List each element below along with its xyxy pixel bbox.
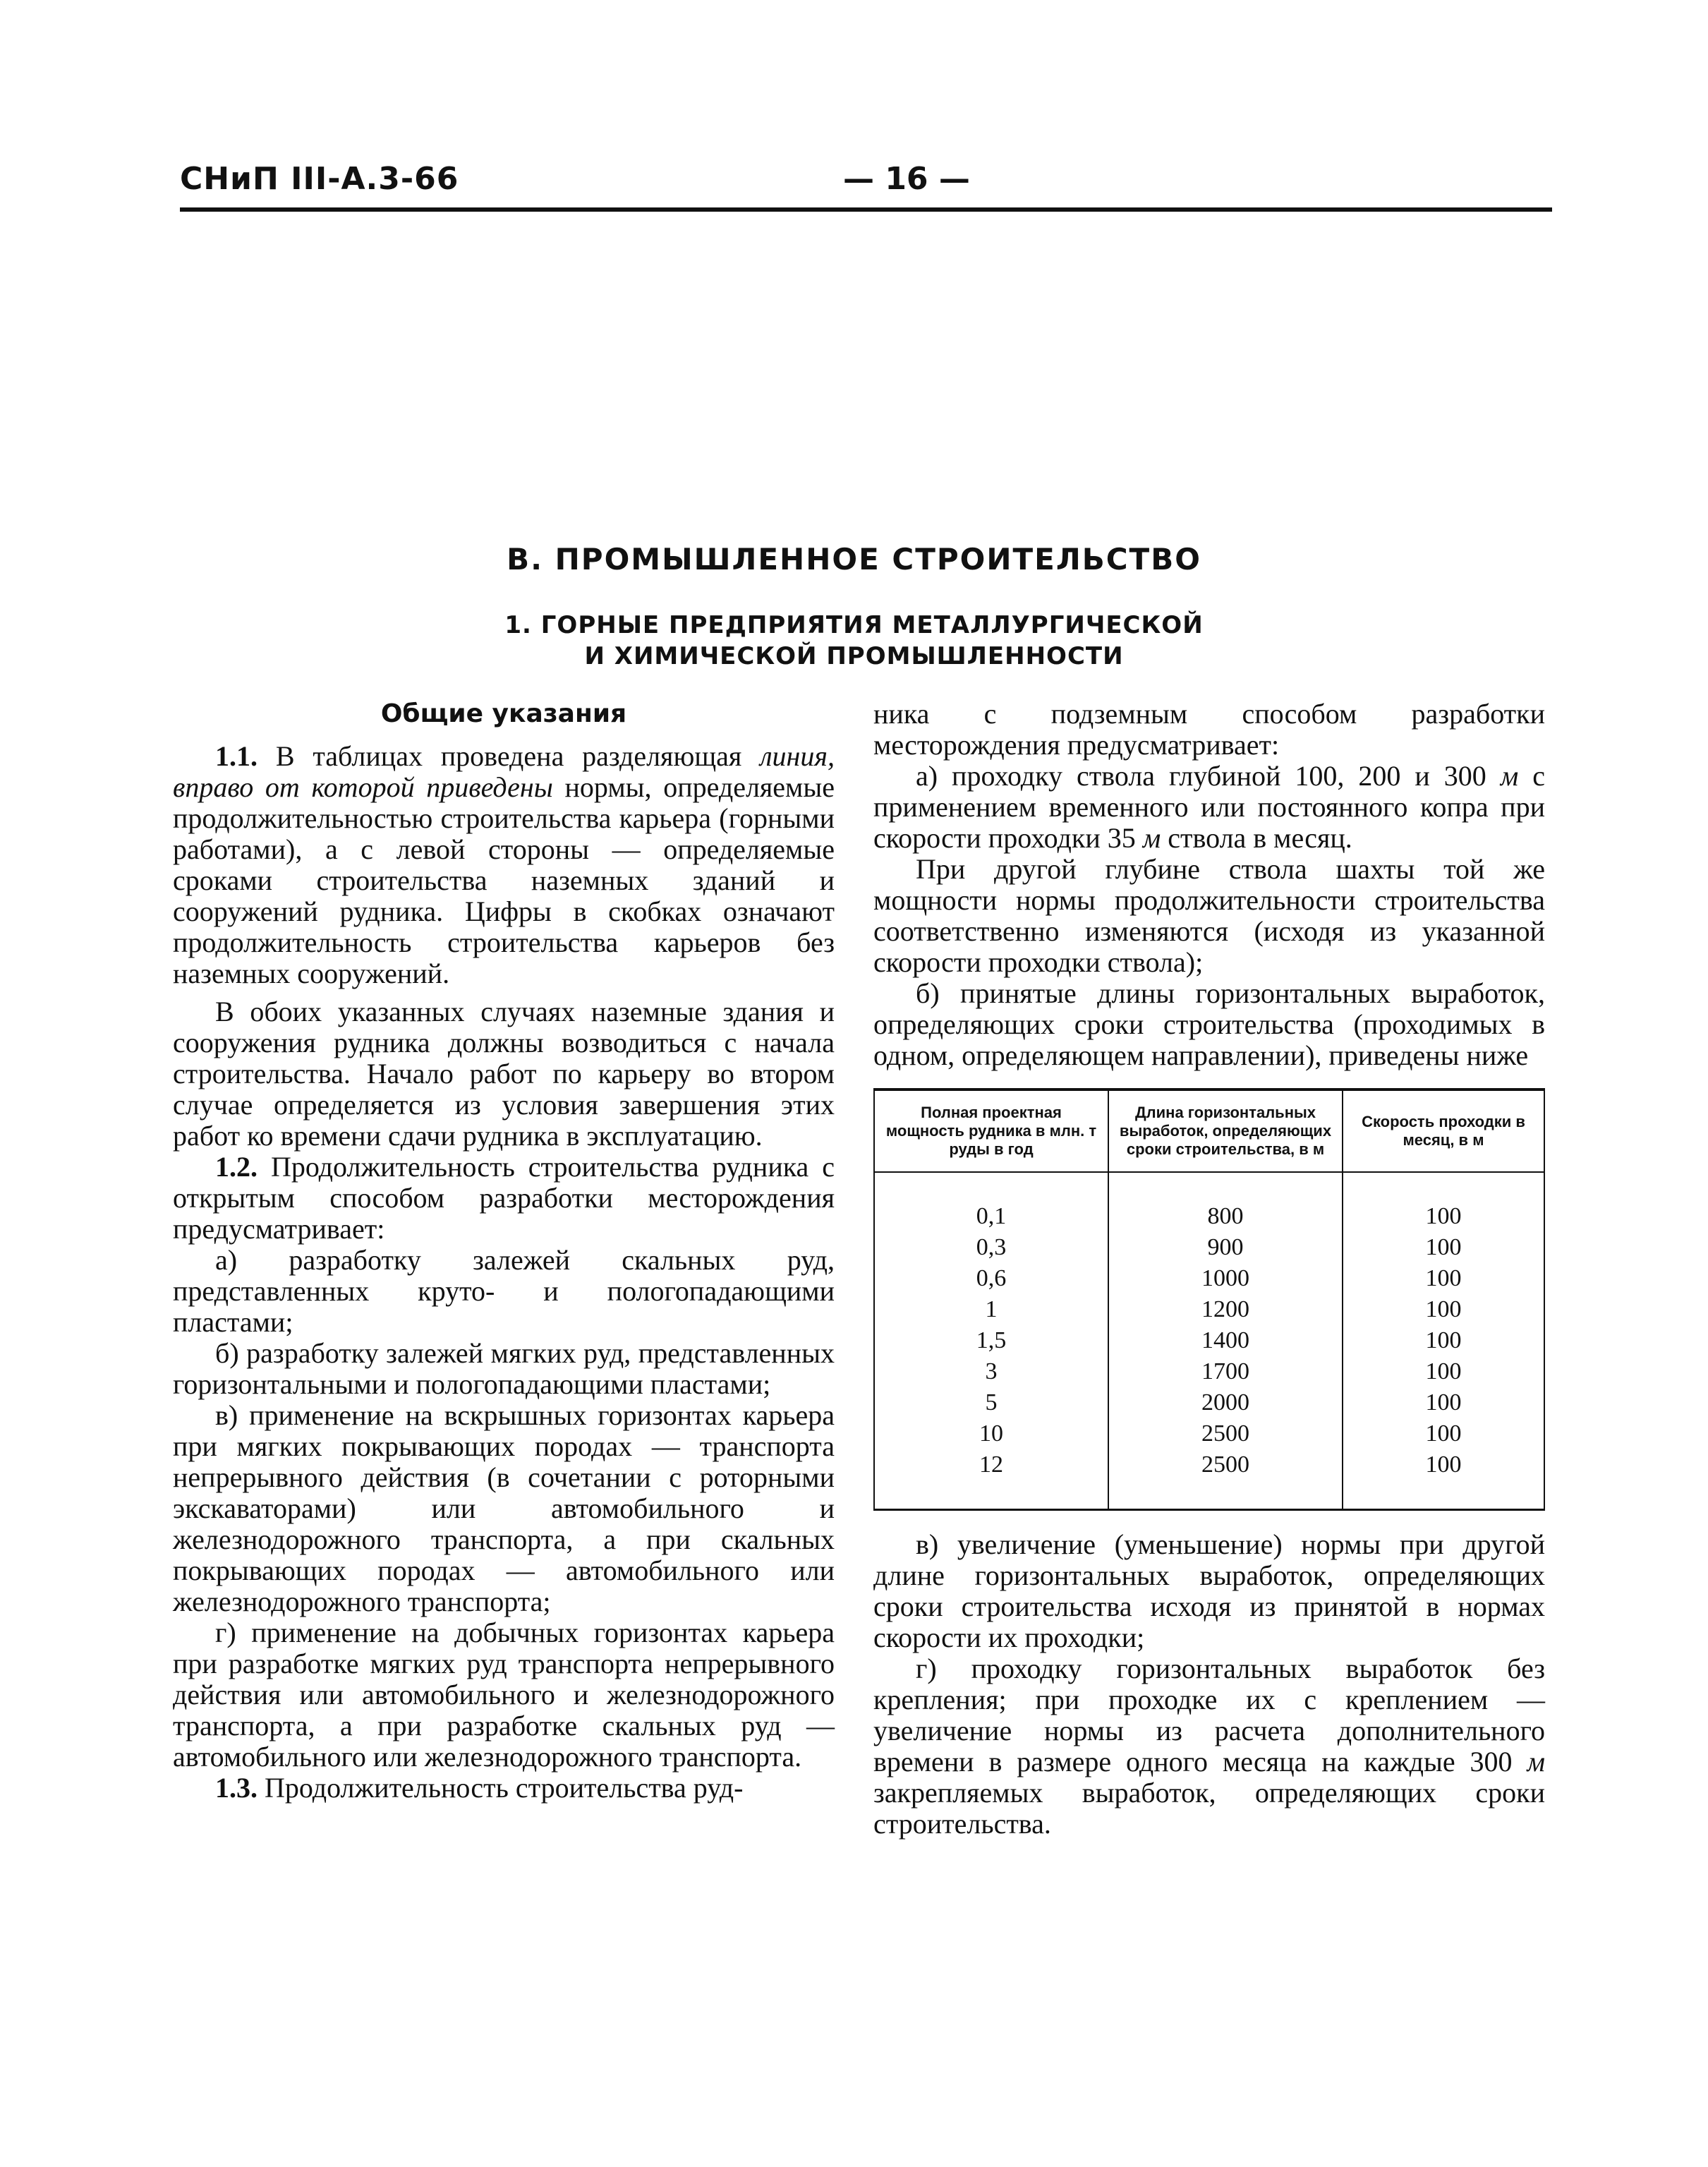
table-cell: 100	[1343, 1387, 1544, 1418]
unit-span: м	[1142, 822, 1161, 854]
list-item-b: б) принятые длины горизонтальных выработок, определяющих сроки строительства (проходимых в одном, определяющем направлении), приведены ниже	[873, 977, 1545, 1071]
table-cell: 10	[874, 1418, 1108, 1449]
table-cell: 1000	[1108, 1263, 1343, 1294]
column-header-speed: Скорость проходки в месяц, в м	[1343, 1089, 1544, 1172]
column-header-length: Длина горизонтальных выработок, определяющих сроки строительства, в м	[1108, 1089, 1343, 1172]
table-row	[874, 1449, 1544, 1510]
clause-number: 1.3.	[215, 1772, 258, 1804]
table-cell: 0,6	[874, 1263, 1108, 1294]
paragraph: В обоих указанных случаях наземные здания и сооружения рудника должны возводиться с начала строительства. Начало работ по карьеру во втором случае определяется из условия завершения этих работ ко времени сдачи рудника в эксплуатацию.	[173, 996, 835, 1152]
table-cell: 100	[1343, 1232, 1544, 1263]
section-title: В. ПРОМЫШЛЕННОЕ СТРОИТЕЛЬСТВО	[507, 542, 1201, 577]
left-column	[173, 699, 835, 1804]
table-cell: 2000	[1108, 1387, 1343, 1418]
text-span: с применением временного или постоянного копра при скорости проходки 35	[873, 760, 1545, 854]
table-row	[874, 1325, 1544, 1356]
clause-number: 1.2.	[215, 1151, 258, 1183]
column-header-capacity: Полная проектная мощность рудника в млн. т руды в год	[874, 1089, 1108, 1172]
table-cell: 3	[874, 1356, 1108, 1387]
mine-parameters-table	[873, 1088, 1545, 1511]
table-row	[874, 1294, 1544, 1325]
text-span: г) проходку горизонтальных выработок без крепления; при проходке их с креплением — увеличение нормы из расчета дополнительного времени в размере одного месяца на каждые 300	[873, 1653, 1545, 1777]
text-span: Продолжительность строительства руд-	[258, 1772, 744, 1804]
list-item-g: г) применение на добычных горизонтах карьера при разработке мягких руд транспорта непрерывного действия или автомобильного и железнодорожного транспорта, а при разработке скальных руд — автомобильного или железнодорожного транспорта.	[173, 1617, 835, 1773]
table-cell: 100	[1343, 1418, 1544, 1449]
paragraph-continued: ника с подземным способом разработки месторождения предусматривает:	[873, 698, 1545, 761]
table-cell: 2500	[1108, 1418, 1343, 1449]
table-row	[874, 1356, 1544, 1387]
unit-span: м	[1500, 760, 1519, 792]
paragraph-1-2	[173, 1152, 835, 1245]
page-number: — 16 —	[843, 161, 970, 197]
subheading: Общие указания	[380, 699, 627, 728]
list-item-b: б) разработку залежей мягких руд, представленных горизонтальными и пологопадающими пластами;	[173, 1337, 835, 1400]
list-item-a: а) разработку залежей скальных руд, представленных круто- и пологопадающими пластами;	[173, 1244, 835, 1338]
table-cell: 1700	[1108, 1356, 1343, 1387]
paragraph-1-1	[173, 741, 835, 989]
table-cell: 12	[874, 1449, 1108, 1510]
table-cell: 100	[1343, 1449, 1544, 1510]
text-span: Продолжительность строительства рудника с открытым способом разработки месторождения предусматривает:	[173, 1151, 835, 1245]
table-cell: 800	[1108, 1172, 1343, 1232]
chapter-title-line-1: 1. ГОРНЫЕ ПРЕДПРИЯТИЯ МЕТАЛЛУРГИЧЕСКОЙ	[504, 611, 1204, 639]
table-cell: 2500	[1108, 1449, 1343, 1510]
table-row	[874, 1172, 1544, 1232]
page-header	[180, 161, 1552, 203]
table-cell: 100	[1343, 1325, 1544, 1356]
list-item-a	[873, 761, 1545, 854]
list-item-g	[873, 1653, 1545, 1840]
table-row	[874, 1263, 1544, 1294]
table-cell: 1	[874, 1294, 1108, 1325]
document-code: СНиП III-А.3-66	[180, 161, 459, 197]
table-row	[874, 1387, 1544, 1418]
clause-number: 1.1.	[215, 740, 258, 772]
text-span: а) проходку ствола глубиной 100, 200 и 300	[916, 760, 1501, 792]
table-cell: 1200	[1108, 1294, 1343, 1325]
table-cell: 100	[1343, 1172, 1544, 1232]
unit-span: м	[1527, 1746, 1545, 1777]
table-cell: 1400	[1108, 1325, 1343, 1356]
text-span: закрепляемых выработок, определяющих сроки строительства.	[873, 1777, 1545, 1840]
table-header-row	[874, 1089, 1544, 1172]
list-item-v: в) увеличение (уменьшение) нормы при другой длине горизонтальных выработок, определяющих сроки строительства исходя из принятой в нормах скорости их проходки;	[873, 1528, 1545, 1653]
table-cell: 100	[1343, 1263, 1544, 1294]
list-item-v: в) применение на вскрышных горизонтах карьера при мягких покрывающих породах — транспорта непрерывного действия (в сочетании с роторными экскаваторами) или автомобильного и железнодорожного транспорта, а при скальных покрывающих породах — автомобильного или железнодорожного транспорта;	[173, 1399, 835, 1617]
text-span: ствола в месяц.	[1161, 822, 1352, 854]
text-span: нормы, определяемые продолжительностью строительства карьера (горными работами), а с левой стороны — определяемые сроками строительства наземных зданий и сооружений рудника. Цифры в скобках означают продолжительность строительства карьеров без наземных сооружений.	[173, 771, 835, 989]
table-cell: 100	[1343, 1356, 1544, 1387]
text-span: В таблицах проведена разделяющая	[258, 740, 761, 772]
paragraph: При другой глубине ствола шахты той же мощности нормы продолжительности строительства соответственно изменяются (исходя из указанной скорости проходки ствола);	[873, 853, 1545, 978]
chapter-title-line-2: И ХИМИЧЕСКОЙ ПРОМЫШЛЕННОСТИ	[584, 642, 1124, 670]
table-row	[874, 1418, 1544, 1449]
right-column	[873, 699, 1545, 1840]
table-cell: 100	[1343, 1294, 1544, 1325]
table-cell: 5	[874, 1387, 1108, 1418]
paragraph-1-3	[173, 1773, 835, 1804]
table-row	[874, 1232, 1544, 1263]
italic-span: линия, вправо от которой приведены	[173, 740, 835, 803]
table-cell: 1,5	[874, 1325, 1108, 1356]
table-cell: 0,3	[874, 1232, 1108, 1263]
table-cell: 0,1	[874, 1172, 1108, 1232]
header-rule	[180, 207, 1552, 212]
table-cell: 900	[1108, 1232, 1343, 1263]
